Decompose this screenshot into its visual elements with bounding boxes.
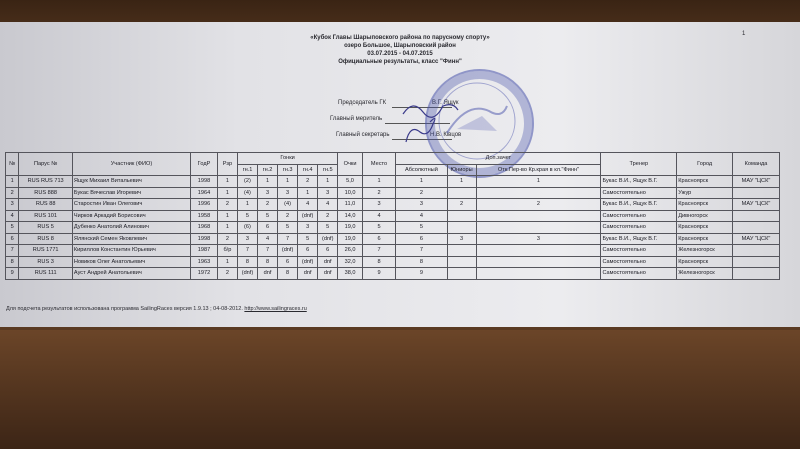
row-coach: Самостоятельно — [601, 245, 677, 257]
table-row — [6, 222, 780, 234]
row-coach: Букас В.И., Ящук В.Г. — [601, 233, 677, 245]
row-extra-kk: 1 — [476, 176, 601, 188]
row-year: 1996 — [191, 199, 218, 211]
row-race-2: 4 — [258, 233, 278, 245]
row-extra-jun — [447, 210, 476, 222]
table-header-row — [6, 153, 780, 165]
row-points: 19,0 — [338, 233, 363, 245]
header-title: «Кубок Главы Шарыповского района по парусному спорту» — [310, 35, 490, 41]
table-row — [6, 199, 780, 211]
row-sail: RUS 101 — [19, 210, 73, 222]
row-team: МАУ "ЦСК" — [733, 233, 780, 245]
row-place: 6 — [362, 233, 395, 245]
row-place: 7 — [362, 245, 395, 257]
row-rank: 1 — [217, 210, 237, 222]
row-points: 5,0 — [338, 176, 363, 188]
row-points: 14,0 — [338, 210, 363, 222]
row-extra-kk: 2 — [476, 199, 601, 211]
row-rank: 1 — [217, 222, 237, 234]
header-participant: Участник (ФИО) — [72, 153, 190, 176]
row-num: 4 — [6, 210, 19, 222]
row-year: 1958 — [191, 210, 218, 222]
row-participant: Букас Вячеслав Игоревич — [72, 187, 190, 199]
header-race-4: гн.4 — [298, 164, 318, 176]
row-year: 1963 — [191, 256, 218, 268]
row-points: 10,0 — [338, 187, 363, 199]
row-race-3: 5 — [278, 222, 298, 234]
row-team — [733, 256, 780, 268]
row-race-4: (dnf) — [298, 210, 318, 222]
header-sail: Парус № — [19, 153, 73, 176]
row-rank: 1 — [217, 256, 237, 268]
row-race-1: 5 — [237, 210, 257, 222]
header-points: Очки — [338, 153, 363, 176]
row-sail: RUS 1771 — [19, 245, 73, 257]
row-year: 1998 — [191, 176, 218, 188]
row-city: Красноярск — [677, 233, 733, 245]
header-city: Город — [677, 153, 733, 176]
header-extra: Доп.зачет — [396, 153, 601, 165]
row-race-5: (dnf) — [318, 233, 338, 245]
row-rank: 2 — [217, 233, 237, 245]
row-race-1: (2) — [237, 176, 257, 188]
header-race-5: гн.5 — [318, 164, 338, 176]
table-row — [6, 187, 780, 199]
row-race-2: 1 — [258, 176, 278, 188]
row-race-1: 8 — [237, 256, 257, 268]
row-rank: 1 — [217, 176, 237, 188]
header-race-3: гн.3 — [278, 164, 298, 176]
document-header — [250, 34, 550, 66]
header-location: озеро Большое, Шарыповский район — [344, 43, 456, 49]
desk-background-bottom — [0, 330, 800, 449]
row-extra-jun — [447, 187, 476, 199]
row-extra-abs: 9 — [396, 268, 447, 280]
row-num: 7 — [6, 245, 19, 257]
header-races: Гонки — [237, 153, 337, 165]
row-rank: 2 — [217, 268, 237, 280]
row-race-5: 3 — [318, 187, 338, 199]
table-row — [6, 210, 780, 222]
row-race-5: dnf — [318, 256, 338, 268]
row-coach: Букас В.И., Ящук В.Г. — [601, 176, 677, 188]
row-team: МАУ "ЦСК" — [733, 176, 780, 188]
row-extra-jun: 1 — [447, 176, 476, 188]
row-extra-abs: 3 — [396, 199, 447, 211]
row-points: 11,0 — [338, 199, 363, 211]
row-race-3: 6 — [278, 256, 298, 268]
chair-label: Председатель ГК — [338, 100, 387, 106]
row-participant: Старостин Иван Олегович — [72, 199, 190, 211]
header-year: ГодР — [191, 153, 218, 176]
row-race-5: 2 — [318, 210, 338, 222]
row-city: Красноярск — [677, 222, 733, 234]
row-place: 3 — [362, 199, 395, 211]
row-points: 38,0 — [338, 268, 363, 280]
row-race-5: dnf — [318, 268, 338, 280]
header-coach: Тренер — [601, 153, 677, 176]
header-team: Команда — [733, 153, 780, 176]
row-participant: Ялянский Семен Яковлевич — [72, 233, 190, 245]
header-subtitle: Официальные результаты, класс "Финн" — [338, 59, 462, 65]
table-row — [6, 233, 780, 245]
row-race-3: 1 — [278, 176, 298, 188]
row-participant: Ауст Андрей Анатольевич — [72, 268, 190, 280]
row-city: Красноярск — [677, 199, 733, 211]
row-race-5: 4 — [318, 199, 338, 211]
row-coach: Самостоятельно — [601, 222, 677, 234]
row-place: 5 — [362, 222, 395, 234]
table-row — [6, 256, 780, 268]
row-team — [733, 187, 780, 199]
row-num: 6 — [6, 233, 19, 245]
row-race-5: 5 — [318, 222, 338, 234]
row-race-5: 1 — [318, 176, 338, 188]
row-city: Красноярск — [677, 176, 733, 188]
row-coach: Самостоятельно — [601, 268, 677, 280]
row-sail: RUS 8 — [19, 233, 73, 245]
row-participant: Дубенко Анатолий Алинович — [72, 222, 190, 234]
row-extra-abs: 6 — [396, 233, 447, 245]
row-extra-kk — [476, 256, 601, 268]
footer-note — [6, 306, 307, 312]
row-race-2: 7 — [258, 245, 278, 257]
row-race-4: 4 — [298, 199, 318, 211]
results-table — [5, 152, 780, 280]
table-row — [6, 176, 780, 188]
row-race-3: (dnf) — [278, 245, 298, 257]
row-points: 26,0 — [338, 245, 363, 257]
header-rank: Рзр — [217, 153, 237, 176]
row-num: 2 — [6, 187, 19, 199]
row-race-4: (dnf) — [298, 256, 318, 268]
row-extra-jun: 2 — [447, 199, 476, 211]
row-race-2: 5 — [258, 210, 278, 222]
row-race-3: 3 — [278, 187, 298, 199]
row-participant: Чирков Аркадий Борисович — [72, 210, 190, 222]
row-race-1: 3 — [237, 233, 257, 245]
header-place: Место — [362, 153, 395, 176]
row-points: 19,0 — [338, 222, 363, 234]
row-year: 1998 — [191, 233, 218, 245]
row-race-3: 2 — [278, 210, 298, 222]
row-race-1: 7 — [237, 245, 257, 257]
footer-text: Для подсчета результатов использована программа SailingRaces версия 1.9.13 ; 04-08-2012. — [6, 306, 243, 312]
row-extra-kk — [476, 245, 601, 257]
row-place: 1 — [362, 176, 395, 188]
row-race-5: 6 — [318, 245, 338, 257]
row-race-4: 6 — [298, 245, 318, 257]
row-race-3: 7 — [278, 233, 298, 245]
row-race-4: 1 — [298, 187, 318, 199]
row-race-2: 6 — [258, 222, 278, 234]
row-extra-kk — [476, 222, 601, 234]
row-race-2: 3 — [258, 187, 278, 199]
row-extra-jun — [447, 245, 476, 257]
row-race-4: 5 — [298, 233, 318, 245]
row-race-4: dnf — [298, 268, 318, 280]
row-participant: Ящук Михаил Витальевич — [72, 176, 190, 188]
row-race-2: 8 — [258, 256, 278, 268]
row-num: 9 — [6, 268, 19, 280]
row-year: 1964 — [191, 187, 218, 199]
header-extra-kk: Отк.Пер-во Кр.края в кл."Финн" — [476, 164, 601, 176]
row-num: 8 — [6, 256, 19, 268]
header-race-2: гн.2 — [258, 164, 278, 176]
row-coach: Букас В.И., Ящук В.Г. — [601, 199, 677, 211]
row-year: 1987 — [191, 245, 218, 257]
row-rank: 2 — [217, 199, 237, 211]
table-row — [6, 268, 780, 280]
row-num: 3 — [6, 199, 19, 211]
row-city: Красноярск — [677, 256, 733, 268]
table-row — [6, 245, 780, 257]
row-race-4: 2 — [298, 176, 318, 188]
header-num: № — [6, 153, 19, 176]
row-race-4: 3 — [298, 222, 318, 234]
row-coach: Самостоятельно — [601, 256, 677, 268]
row-extra-kk — [476, 210, 601, 222]
header-extra-jun: Юниоры — [447, 164, 476, 176]
row-place: 2 — [362, 187, 395, 199]
page-number: 1 — [742, 31, 746, 37]
row-year: 1972 — [191, 268, 218, 280]
footer-link[interactable]: http://www.sailingraces.ru — [244, 306, 307, 312]
row-sail: RUS 3 — [19, 256, 73, 268]
row-team — [733, 245, 780, 257]
row-extra-abs: 5 — [396, 222, 447, 234]
measurer-label: Главный меритель — [330, 116, 383, 122]
row-rank: 1 — [217, 187, 237, 199]
signature-icon — [398, 94, 468, 149]
header-extra-abs: Абсолютный — [396, 164, 447, 176]
row-extra-abs: 1 — [396, 176, 447, 188]
header-race-1: гн.1 — [237, 164, 257, 176]
row-race-1: (dnf) — [237, 268, 257, 280]
row-coach: Самостоятельно — [601, 210, 677, 222]
row-points: 32,0 — [338, 256, 363, 268]
row-num: 5 — [6, 222, 19, 234]
row-year: 1968 — [191, 222, 218, 234]
row-city: Железногорск — [677, 245, 733, 257]
row-extra-jun — [447, 222, 476, 234]
row-city: Дивногорск — [677, 210, 733, 222]
row-team — [733, 222, 780, 234]
row-sail: RUS RUS 713 — [19, 176, 73, 188]
row-rank: б/р — [217, 245, 237, 257]
row-extra-kk — [476, 268, 601, 280]
row-sail: RUS 888 — [19, 187, 73, 199]
chair-name: В.Г. Ящук — [432, 100, 459, 106]
row-extra-abs: 7 — [396, 245, 447, 257]
row-participant: Новиков Олег Анатольевич — [72, 256, 190, 268]
row-extra-abs: 8 — [396, 256, 447, 268]
row-place: 4 — [362, 210, 395, 222]
secretary-label: Главный секретарь — [336, 132, 390, 138]
row-extra-jun: 3 — [447, 233, 476, 245]
row-extra-abs: 2 — [396, 187, 447, 199]
row-race-1: 1 — [237, 199, 257, 211]
row-sail: RUS 88 — [19, 199, 73, 211]
row-race-3: (4) — [278, 199, 298, 211]
row-extra-jun — [447, 268, 476, 280]
row-extra-kk: 3 — [476, 233, 601, 245]
row-race-2: 2 — [258, 199, 278, 211]
row-race-2: dnf — [258, 268, 278, 280]
row-coach: Самостоятельно — [601, 187, 677, 199]
row-city: Ужур — [677, 187, 733, 199]
row-sail: RUS 111 — [19, 268, 73, 280]
row-extra-abs: 4 — [396, 210, 447, 222]
row-race-1: (6) — [237, 222, 257, 234]
header-dates: 03.07.2015 - 04.07.2015 — [367, 51, 433, 57]
row-team — [733, 268, 780, 280]
row-sail: RUS 5 — [19, 222, 73, 234]
row-num: 1 — [6, 176, 19, 188]
row-participant: Кириллов Константин Юрьевич — [72, 245, 190, 257]
row-team: МАУ "ЦСК" — [733, 199, 780, 211]
row-extra-jun — [447, 256, 476, 268]
row-team — [733, 210, 780, 222]
row-place: 9 — [362, 268, 395, 280]
secretary-name: Н.В. Ківцов — [430, 132, 462, 138]
row-extra-kk — [476, 187, 601, 199]
row-city: Железногорск — [677, 268, 733, 280]
row-race-3: 8 — [278, 268, 298, 280]
row-place: 8 — [362, 256, 395, 268]
results-document — [0, 22, 800, 327]
row-race-1: (4) — [237, 187, 257, 199]
